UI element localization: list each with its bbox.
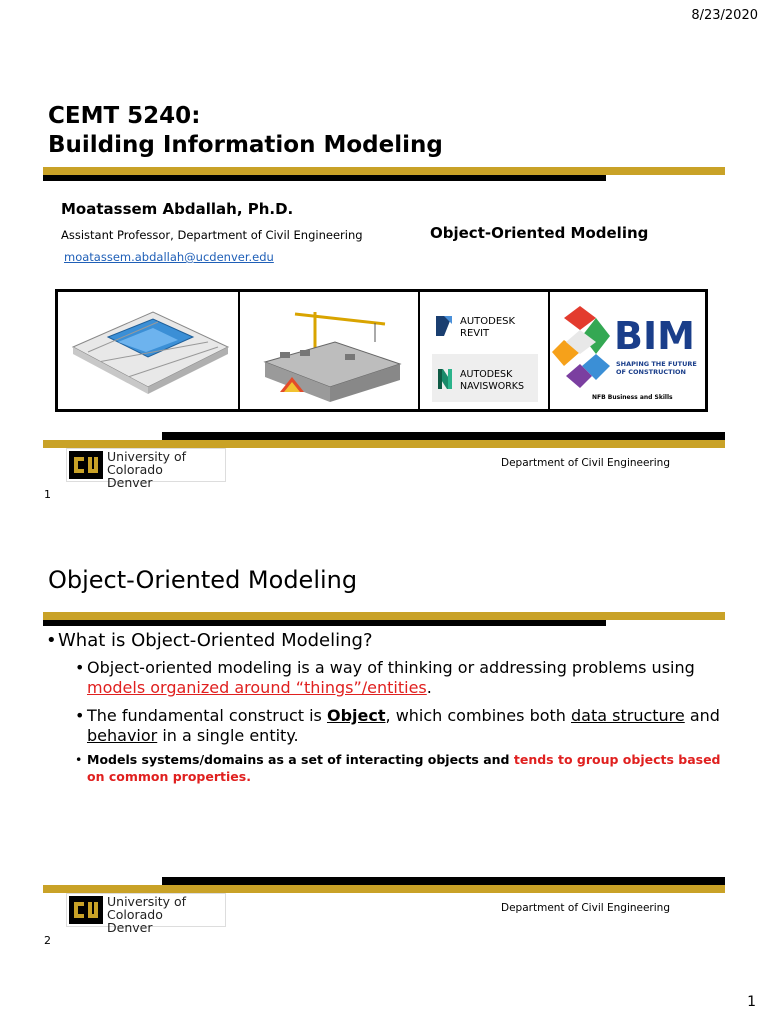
footer2-gold-rule bbox=[43, 885, 725, 893]
cu-denver-logo bbox=[66, 448, 226, 490]
bim-cube-icon bbox=[552, 304, 612, 394]
cu-line-1: University of Colorado bbox=[107, 894, 187, 922]
bullet-what-is: •What is Object-Oriented Modeling? bbox=[46, 630, 373, 651]
bim-tagline-2: OF CONSTRUCTION bbox=[616, 368, 686, 376]
cu-line-2: Denver bbox=[107, 475, 153, 490]
construct-text-d: in a single entity. bbox=[157, 726, 299, 745]
bim-wordmark: BIM bbox=[614, 314, 695, 358]
title-black-rule bbox=[43, 175, 606, 181]
topic-label: Object-Oriented Modeling bbox=[430, 224, 649, 242]
revit-r-icon bbox=[434, 314, 454, 338]
cu-line-1: University of Colorado bbox=[107, 449, 187, 477]
footer1-gold-rule bbox=[43, 440, 725, 448]
construct-behavior: behavior bbox=[87, 726, 158, 745]
footer1-black-rule bbox=[162, 432, 725, 440]
slide2-footer-dept: Department of Civil Engineering bbox=[501, 902, 670, 914]
bim-logo bbox=[550, 292, 705, 409]
handout-date: 8/23/2020 bbox=[691, 8, 758, 23]
definition-text: Object-oriented modeling is a way of thinking or addressing problems using bbox=[87, 658, 695, 677]
revit-product: REVIT bbox=[460, 328, 490, 339]
revit-logo bbox=[432, 300, 538, 350]
sub-bullet-models: • Models systems/domains as a set of interacting objects and tends to group objects based on common properties. bbox=[75, 752, 721, 784]
cu-denver-logo-2 bbox=[66, 893, 226, 935]
slide1-footer-dept: Department of Civil Engineering bbox=[501, 457, 670, 469]
construction-image bbox=[240, 292, 420, 409]
cu-monogram-icon bbox=[68, 449, 104, 481]
navisworks-n-icon bbox=[438, 369, 452, 389]
autodesk-logos bbox=[420, 292, 550, 409]
author-role: Assistant Professor, Department of Civil Engineering bbox=[61, 228, 363, 242]
bullet-what-is-text: What is Object-Oriented Modeling? bbox=[58, 630, 373, 651]
slide2-gold-rule bbox=[43, 612, 725, 620]
construct-text-b: , which combines both bbox=[385, 706, 572, 725]
navisworks-logo bbox=[432, 354, 538, 402]
author-name: Moatassem Abdallah, Ph.D. bbox=[61, 200, 294, 218]
slide1-title-line2: Building Information Modeling bbox=[48, 132, 443, 158]
slide2-title: Object-Oriented Modeling bbox=[48, 566, 358, 594]
cu-line-2: Denver bbox=[107, 920, 153, 935]
title-gold-rule bbox=[43, 167, 725, 175]
models-period: . bbox=[246, 769, 251, 784]
models-highlight-2: on common properties bbox=[87, 769, 247, 784]
slide1-title-line1: CEMT 5240: bbox=[48, 103, 201, 129]
navis-brand: AUTODESK bbox=[460, 369, 513, 380]
construct-data-structure: data structure bbox=[571, 706, 685, 725]
sub-bullet-definition: • Object-oriented modeling is a way of thinking or addressing problems using models organized around “things”/entities. bbox=[75, 658, 695, 697]
sub-bullet-construct: • The fundamental construct is Object, which combines both data structure and behavior in a single entity. bbox=[75, 706, 720, 745]
construct-text-a: The fundamental construct is bbox=[87, 706, 327, 725]
slide1-title bbox=[48, 102, 443, 160]
isometric-floorplan-icon bbox=[58, 292, 238, 409]
slide1-number: 1 bbox=[44, 488, 51, 501]
definition-period: . bbox=[426, 678, 432, 697]
bim-caption: NFB Business and Skills bbox=[592, 394, 673, 401]
footer2-black-rule bbox=[162, 877, 725, 885]
models-highlight-1: tends to group objects based bbox=[513, 752, 721, 767]
models-text: Models systems/domains as a set of interacting objects and bbox=[87, 752, 514, 767]
bim-tagline-1: SHAPING THE FUTURE bbox=[616, 360, 697, 368]
slide2-number: 2 bbox=[44, 934, 51, 947]
author-email-link[interactable]: moatassem.abdallah@ucdenver.edu bbox=[64, 250, 274, 264]
building-crane-icon bbox=[240, 292, 418, 409]
floorplan-image bbox=[58, 292, 240, 409]
slide2-black-rule bbox=[43, 620, 606, 626]
page-number: 1 bbox=[747, 994, 756, 1010]
definition-highlight: models organized around “things”/entities bbox=[87, 678, 427, 697]
cu-monogram-icon bbox=[68, 894, 104, 926]
navis-product: NAVISWORKS bbox=[460, 381, 525, 392]
construct-text-c: and bbox=[684, 706, 720, 725]
image-strip bbox=[55, 289, 708, 412]
revit-brand: AUTODESK bbox=[460, 316, 516, 327]
construct-object: Object bbox=[326, 706, 386, 725]
